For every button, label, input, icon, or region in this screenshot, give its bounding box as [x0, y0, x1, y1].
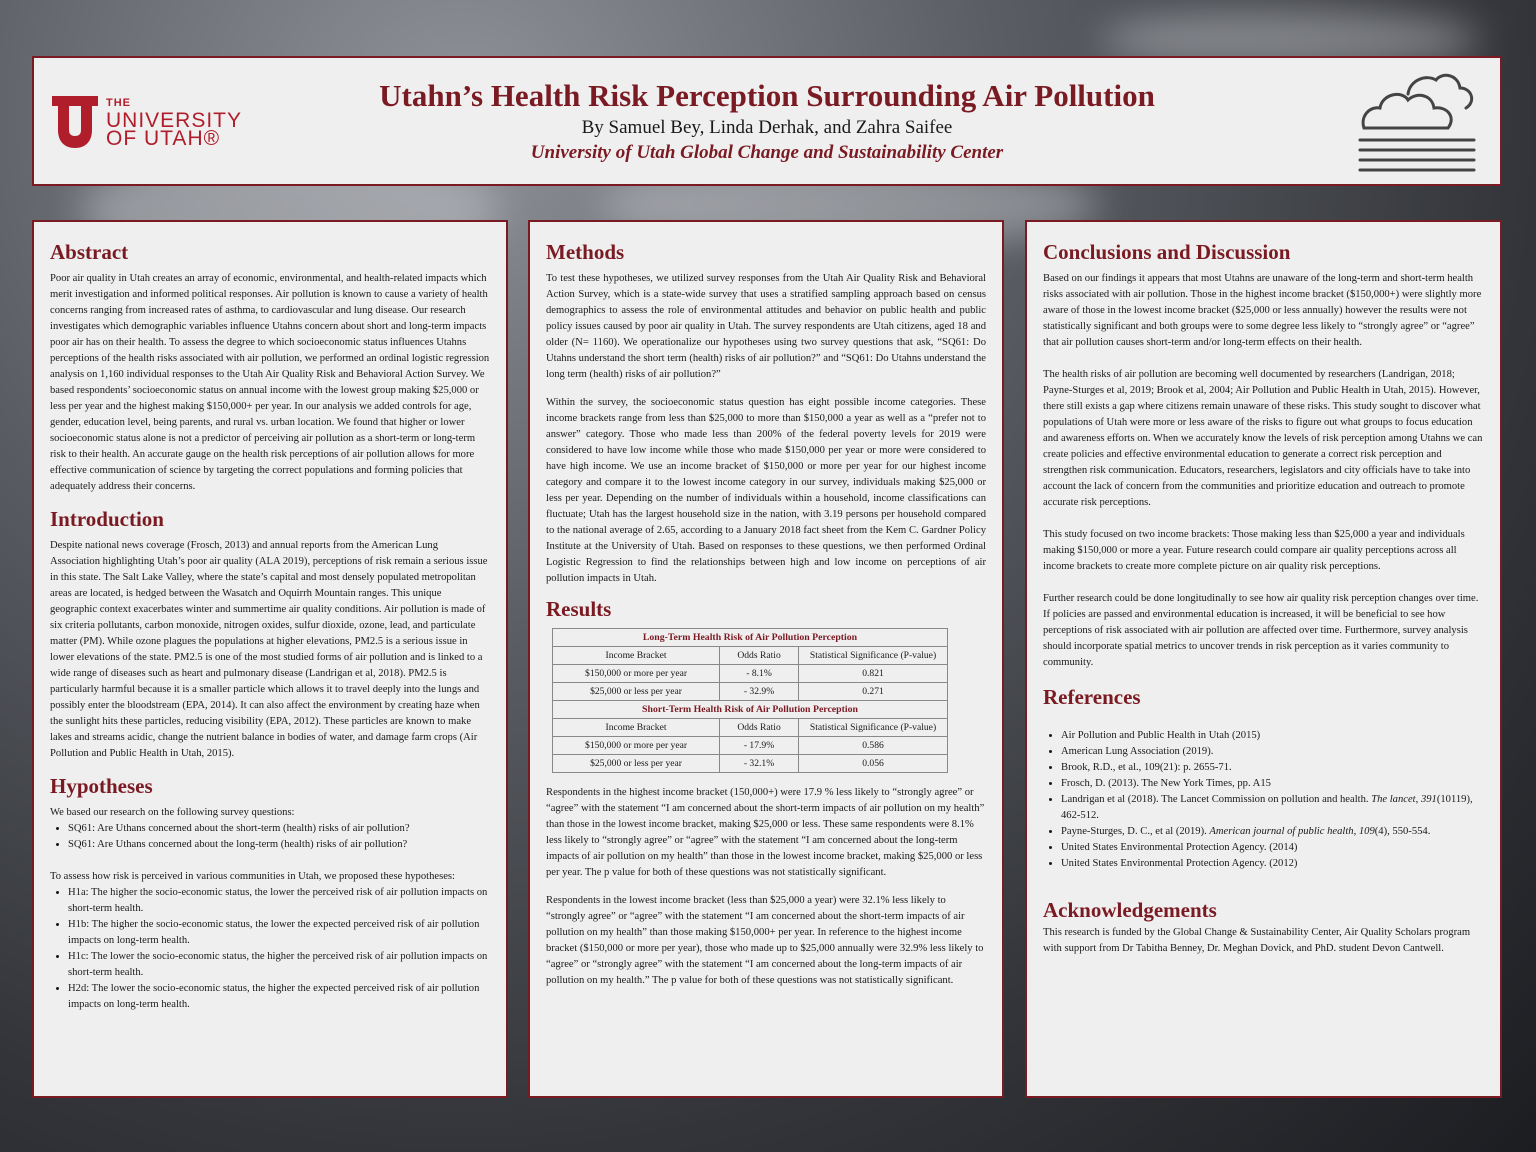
references-heading: References	[1043, 685, 1141, 709]
results-table	[552, 628, 948, 773]
methods-paragraph: To test these hypotheses, we utilized survey responses from the Utah Air Quality Risk and Behavioral Action Survey, which is a state-wide survey that uses a stratified sampling approach based on census demographics to assess the role of environmental attitudes and behavior on public health and public policy issues caused by poor air quality in Utah. The survey respondents are Utah citizens, aged 18 and older (N= 1160). We operationalize our hypotheses using two survey questions that ask, “SQ61: Do Utahns understand the short term (health) risks of air pollution?” and “SQ61: Do Utahns understand the long term (health) risks of air pollution?”	[546, 273, 986, 380]
reference-text: (4), 550-554.	[1374, 826, 1431, 837]
acknowledgements-heading: Acknowledgements	[1043, 898, 1217, 922]
list-item: • United States Environmental Protection Agency. (2012)	[1061, 856, 1484, 872]
reference-journal: The lancet	[1371, 794, 1416, 805]
results-section	[546, 597, 986, 989]
column-header-odds: Odds Ratio	[720, 719, 799, 737]
cell-p-value: 0.056	[799, 755, 948, 773]
references-section	[1043, 685, 1484, 872]
conclusions-paragraph: The health risks of air pollution are becoming well documented by researchers (Landrigan, 2018; Payne-Sturges et al, 2019; Brook et al, 2004; Air Pollution and Public Health in Utah, 2015). However, there still exists a gap where citizens remain unaware of these risks. This study sought to discover what populations of Utah were more or less aware of the risks to figure out what groups to focus education and awareness efforts on. When we accurately know the levels of risk perception among Utahns we can create policies and effective environmental education to generate a correct risk perception and strengthen risk communication. Educators, researchers, legislators and city officials have to take into account the lack of concern from the communities and prioritize education and outreach to promote accurate risk perceptions.	[1043, 369, 1483, 508]
cell-p-value: 0.586	[799, 737, 948, 755]
cell-odds: - 32.1%	[720, 755, 799, 773]
column-header-significance: Statistical Significance (P-value)	[799, 719, 948, 737]
list-item: • Frosch, D. (2013). The New York Times, pp. A15	[1061, 776, 1484, 792]
list-item: • SQ61: Are Uthans concerned about the long-term (health) risks of air pollution?	[68, 837, 490, 853]
reference-text: ,	[1415, 794, 1421, 805]
reference-volume: 109	[1358, 826, 1375, 837]
conclusions-section	[1043, 240, 1484, 671]
results-heading: Results	[546, 597, 612, 621]
reference-journal: American journal of public health	[1209, 826, 1354, 837]
conclusions-paragraph: Further research could be done longitudinally to see how air quality risk perception changes over time. If policies are passed and environmental education is increased, it will be beneficial to see how perceptions of risk associated with air pollution are affected over time. Furthermore, survey analysis should incorporate spatial metrics to uncover trends in risk perception as it varies community to community.	[1043, 593, 1479, 668]
column-header-income: Income Bracket	[553, 719, 720, 737]
cloud-fog-icon	[1356, 66, 1480, 176]
right-column	[1025, 220, 1502, 1098]
table-row	[553, 665, 948, 683]
methods-section	[546, 240, 986, 587]
left-column	[32, 220, 508, 1098]
reference-volume: 391	[1420, 794, 1437, 805]
poster-title: Utahn’s Health Risk Perception Surrounding Air Pollution	[379, 78, 1155, 113]
hypotheses-intro: We based our research on the following survey questions:	[50, 807, 295, 818]
cell-bracket: $25,000 or less per year	[553, 755, 720, 773]
acknowledgements-text: This research is funded by the Global Change & Sustainability Center, Air Quality Scholars program with support from Dr Tabitha Benney, Dr. Meghan Dovick, and PhD. student Devon Cantwell.	[1043, 927, 1471, 954]
methods-paragraph: Within the survey, the socioeconomic status question has eight possible income categories. These income brackets range from less than $25,000 to more than $150,000 a year as well as a “prefer not to answer” category. Those who made less than 200% of the federal poverty levels for 2019 were considered to have low income while those who made $150,000 per year or more were considered to have high income. We use an income bracket of $150,000 or more per year for our highest income category and compare it to the lowest income category in our survey, individuals making $25,000 or less per year. Depending on the number of individuals within a household, income classifications can fluctuate; Utah has the largest household size in the nation, with 3.19 persons per household compared to the national average of 2.65, according to a January 2018 fact sheet from the Kem C. Gardner Policy Institute at the University of Utah. Based on responses to these questions, we then performed Ordinal Logistic Regression to find the relationships between high and low income on perceptions of air pollution impacts in Utah.	[546, 397, 986, 584]
cell-p-value: 0.271	[799, 683, 948, 701]
cell-p-value: 0.821	[799, 665, 948, 683]
logo-of-utah: OF UTAH®	[106, 127, 221, 150]
column-header-significance: Statistical Significance (P-value)	[799, 647, 948, 665]
introduction-text: Despite national news coverage (Frosch, 2013) and annual reports from the American Lung Association highlighting Utah’s poor air quality (ALA 2019), perceptions of risk remain a serious issue in this state. The Salt Lake Valley, where the state’s capital and most densely populated metropolitan areas are located, is hedged between the Wasatch and Oquirrh Mountain ranges. This unique geographic context exacerbates winter and summertime air quality conditions. Air pollution is made of six criteria pollutants, carbon monoxide, nitrogen oxides, sulfur dioxide, ozone, lead, and particulate matter (PM). While ozone plagues the populations at higher elevations, PM2.5 is a serious issue in lower elevations of the state. PM2.5 is one of the most studied forms of air pollution and is linked to a wide range of diseases such as heart and pulmonary disease (Landrigan et al, 2018). PM2.5 is particularly harmful because it is a smaller particle which allows it to travel deeply into the lungs and possibly enter the bloodstream (EPA, 2014). It can also affect the environment by creating haze when the sunlight hits these particles, reducing visibility (EPA, 2012). These particles are known to make lakes and streams acidic, change the nutrient balance in bodies of water, and damage farm crops (Air Pollution and Public Health in Utah, 2015).	[50, 540, 488, 759]
reference-text: (10119), 462-512.	[1061, 794, 1473, 821]
list-item: • United States Environmental Protection Agency. (2014)	[1061, 840, 1484, 856]
list-item	[1061, 824, 1484, 840]
list-item: • H2d: The lower the socio-economic status, the higher the expected perceived risk of air pollution impacts on long-term health.	[68, 981, 490, 1013]
results-paragraph: Respondents in the lowest income bracket (less than $25,000 a year) were 32.1% less likely to “strongly agree” or “agree” with the statement “I am concerned about the short-term impacts of air pollution on my health” than those making $150,000+ per year. In reference to the highest income bracket ($150,000 or more per year), those who made up to $25,000 annually were 32.9% less likely to “agree” or “strongly agree” with the statement “I am concerned about the long-term impacts of air pollution on my health.” The p value for both of these questions was not statistically significant.	[546, 895, 984, 986]
cell-bracket: $25,000 or less per year	[553, 683, 720, 701]
list-item: • American Lung Association (2019).	[1061, 744, 1484, 760]
references-list	[1043, 728, 1484, 872]
hypotheses-intro-2: To assess how risk is perceived in various communities in Utah, we proposed these hypotheses:	[50, 871, 455, 882]
short-term-caption: Short-Term Health Risk of Air Pollution Perception	[553, 701, 948, 719]
table-row	[553, 683, 948, 701]
conclusions-paragraph: This study focused on two income brackets: Those making less than $25,000 a year and individuals making $150,000 or more a year. Future research could compare air quality perceptions across all income brackets to create more complete picture on air quality risk perceptions.	[1043, 529, 1465, 572]
abstract-section	[50, 240, 490, 495]
introduction-section	[50, 507, 490, 762]
hypotheses-heading: Hypotheses	[50, 774, 153, 798]
cell-odds: - 8.1%	[720, 665, 799, 683]
column-header-odds: Odds Ratio	[720, 647, 799, 665]
results-paragraph: Respondents in the highest income bracket (150,000+) were 17.9 % less likely to “strongly agree” or “agree” with the statement “I am concerned about the short-term impacts of air pollution on my health” than those in the lowest income bracket, making $25,000 or less. These same respondents were 8.1% less likely to “strongly agree” or “agree” with the statement “I am concerned about the long-term impacts of air pollution on my health” than those in the lowest income bracket, making $25,000 or less per year. The p value for both of these questions was not statistically significant.	[546, 787, 985, 878]
column-header-income: Income Bracket	[553, 647, 720, 665]
hypotheses-section	[50, 774, 490, 1013]
cell-bracket: $150,000 or more per year	[553, 665, 720, 683]
poster-authors: By Samuel Bey, Linda Derhak, and Zahra Saifee	[581, 117, 953, 138]
poster-affiliation: University of Utah Global Change and Sustainability Center	[530, 142, 1004, 163]
middle-column	[528, 220, 1004, 1098]
methods-heading: Methods	[546, 240, 625, 264]
list-item	[1061, 792, 1484, 824]
hypotheses-list	[50, 885, 490, 1013]
conclusions-paragraph: Based on our findings it appears that most Utahns are unaware of the long-term and short-term health risks associated with air pollution. Those in the highest income bracket ($150,000+) were slightly more aware of those in the lowest income bracket ($25,000 or less annually) however the results were not statistically significant and both groups were to some degree less likely to “strongly agree” or “agree” that air pollution causes short-term and/or long-term effects on their health.	[1043, 273, 1482, 348]
abstract-heading: Abstract	[50, 240, 129, 264]
table-row	[553, 755, 948, 773]
list-item: • Air Pollution and Public Health in Utah (2015)	[1061, 728, 1484, 744]
cell-odds: - 32.9%	[720, 683, 799, 701]
reference-text: ,	[1353, 826, 1359, 837]
list-item: • SQ61: Are Uthans concerned about the short-term (health) risks of air pollution?	[68, 821, 490, 837]
list-item: • H1b: The higher the socio-economic status, the lower the expected perceived risk of air pollution impacts on long-term health.	[68, 917, 490, 949]
conclusions-heading: Conclusions and Discussion	[1043, 240, 1291, 264]
reference-text: Payne-Sturges, D. C., et al (2019).	[1061, 826, 1210, 837]
logo-university: UNIVERSITY	[106, 109, 243, 132]
abstract-text: Poor air quality in Utah creates an array of economic, environmental, and health-related impacts which merit investigation and informed political responses. Air pollution is known to cause a variety of health concerns ranging from increased rates of asthma, to cardiovascular and lung disease. Our research investigates which demographic variables influence Utahns concern about short and long-term impacts poor air has on their health. To assess the degree to which socioeconomic status influences Utahns perceptions of the health risks associated with air pollution, we performed an ordinal logistic regression analysis on 1,160 individual responses to the Utah Air Quality Risk and Behavioral Action Survey. We based respondents’ socioeconomic status on annual income with the lowest group making $25,000 or less per year and the highest making $150,000+ per year. In our analysis we added controls for age, gender, education level, being parents, and rural vs. urban location. We found that higher or lower socioeconomic status alone is not a predictor of perceiving air pollution as a short-term or long-term risk to their health. An accurate gauge on the health risk perceptions of air pollution allows for more effective communication of science by targeting the correct populations and forming policies that adequately address their concerns.	[50, 273, 490, 492]
list-item: • H1a: The higher the socio-economic status, the lower the perceived risk of air pollution impacts on short-term health.	[68, 885, 490, 917]
reference-text: Landrigan et al (2018). The Lancet Commission on pollution and health.	[1061, 794, 1372, 805]
introduction-heading: Introduction	[50, 507, 164, 531]
cell-bracket: $150,000 or more per year	[553, 737, 720, 755]
list-item: • Brook, R.D., et al., 109(21): p. 2655-71.	[1061, 760, 1484, 776]
survey-question-list	[50, 821, 490, 853]
table-row	[553, 737, 948, 755]
list-item: • H1c: The lower the socio-economic status, the higher the perceived risk of air pollution impacts on short-term health.	[68, 949, 490, 981]
cell-odds: - 17.9%	[720, 737, 799, 755]
acknowledgements-section	[1043, 898, 1484, 957]
long-term-caption: Long-Term Health Risk of Air Pollution Perception	[553, 629, 948, 647]
logo-the: THE	[106, 97, 131, 109]
poster-header	[32, 56, 1502, 186]
